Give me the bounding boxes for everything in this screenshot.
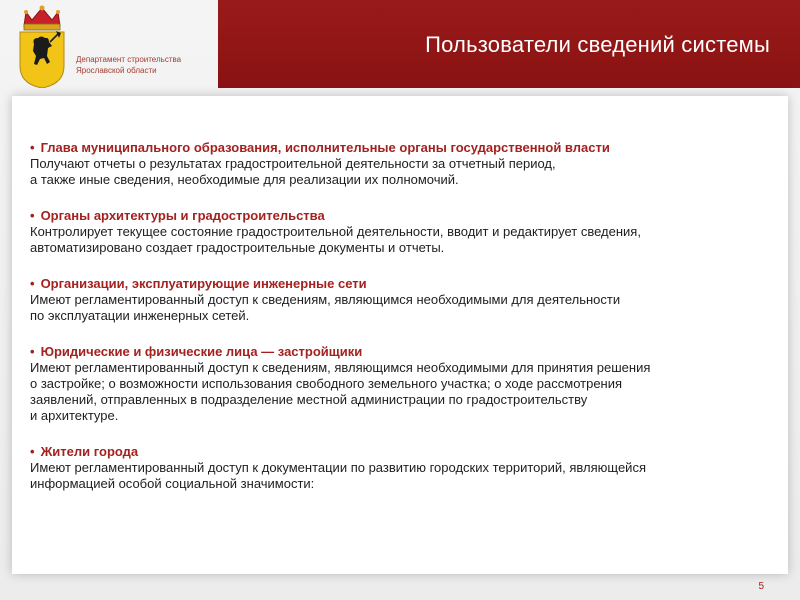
item-heading-text: Юридические и физические лица — застройщики: [40, 344, 363, 359]
bullet: •: [30, 140, 35, 155]
item-text-line: Контролирует текущее состояние градостроительной деятельности, вводит и редактирует сведения,: [30, 224, 641, 239]
content-panel: [12, 96, 788, 574]
item-heading-text: Глава муниципального образования, исполнительные органы государственной власти: [40, 140, 610, 155]
bullet: •: [30, 444, 35, 459]
page-number: 5: [758, 581, 764, 592]
item-heading: [30, 140, 780, 156]
department-name: [76, 54, 208, 76]
item-text-line: Имеют регламентированный доступ к сведениям, являющимся необходимыми для принятия решения: [30, 360, 651, 375]
item-heading: [30, 344, 780, 360]
list-item: [30, 208, 780, 256]
bullet: •: [30, 276, 35, 291]
title-banner: [218, 0, 800, 88]
item-heading-text: Жители города: [40, 444, 139, 459]
item-heading: [30, 276, 780, 292]
list-item: [30, 276, 780, 324]
department-line-2: Ярославской области: [76, 66, 157, 75]
item-heading: [30, 208, 780, 224]
bullet: •: [30, 344, 35, 359]
item-text-line: а также иные сведения, необходимые для реализации их полномочий.: [30, 172, 459, 187]
item-heading: [30, 444, 780, 460]
bullet: •: [30, 208, 35, 223]
users-list: [30, 140, 780, 512]
list-item: [30, 140, 780, 188]
item-heading-text: Организации, эксплуатирующие инженерные сети: [40, 276, 367, 291]
item-text-line: автоматизировано создает градостроительные документы и отчеты.: [30, 240, 445, 255]
item-text-line: Имеют регламентированный доступ к сведениям, являющимся необходимыми для деятельности: [30, 292, 621, 307]
page-title: Пользователи сведений системы: [425, 32, 770, 57]
item-text-line: информацией особой социальной значимости:: [30, 476, 315, 491]
item-text-line: по эксплуатации инженерных сетей.: [30, 308, 250, 323]
item-text-line: Получают отчеты о результатах градостроительной деятельности за отчетный период,: [30, 156, 556, 171]
list-item: [30, 444, 780, 492]
list-item: [30, 344, 780, 424]
item-heading-text: Органы архитектуры и градостроительства: [40, 208, 325, 223]
item-text-line: и архитектуре.: [30, 408, 119, 423]
coat-of-arms-icon: [14, 4, 70, 88]
item-text-line: заявлений, отправленных в подразделение местной администрации по градостроительству: [30, 392, 588, 407]
item-text-line: о застройке; о возможности использования свободного земельного участка; о ходе рассмотрения: [30, 376, 623, 391]
item-text-line: Имеют регламентированный доступ к документации по развитию городских территорий, являющейся: [30, 460, 646, 475]
department-line-1: Департамент строительства: [76, 55, 182, 64]
